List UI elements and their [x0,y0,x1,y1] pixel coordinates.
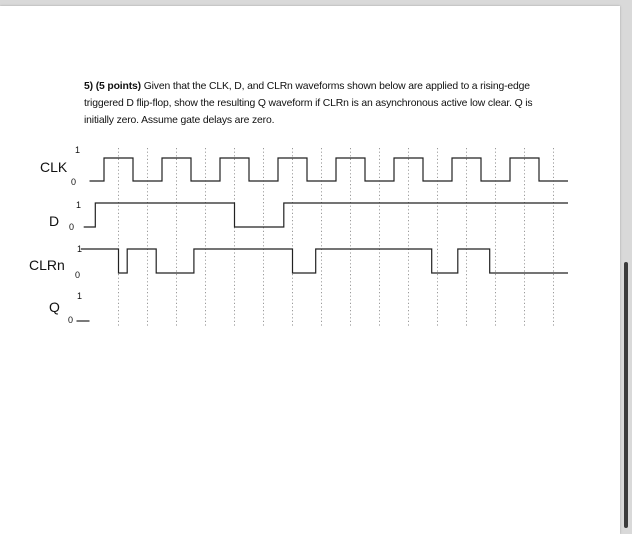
clrn-level-low: 0 [75,270,81,280]
clk-waveform [90,158,569,181]
waveforms [77,158,569,321]
clrn-waveform [81,249,568,273]
signal-name-q: Q [49,299,60,315]
d-level-low: 0 [69,222,75,232]
clrn-level-high: 1 [77,244,83,254]
q-level-low: 0 [68,315,74,325]
signal-name-d: D [49,213,60,229]
d-level-high: 1 [76,200,82,210]
question-points: (5 points) [95,81,141,92]
question-number: 5) [84,81,93,92]
clk-level-high: 1 [75,145,81,155]
question-body: Given that the CLK, D, and CLRn waveforms shown below are applied to a rising-edge triggered D flip-flop, show the resulting Q waveform if CLRn is an asynchronous active low clear. Q is initially zero. Assume gate delays are zero. [84,81,533,126]
q-level-high: 1 [77,291,83,301]
signal-name-clrn: CLRn [29,257,65,273]
clk-level-low: 0 [71,177,77,187]
signal-name-clk: CLK [40,159,68,175]
